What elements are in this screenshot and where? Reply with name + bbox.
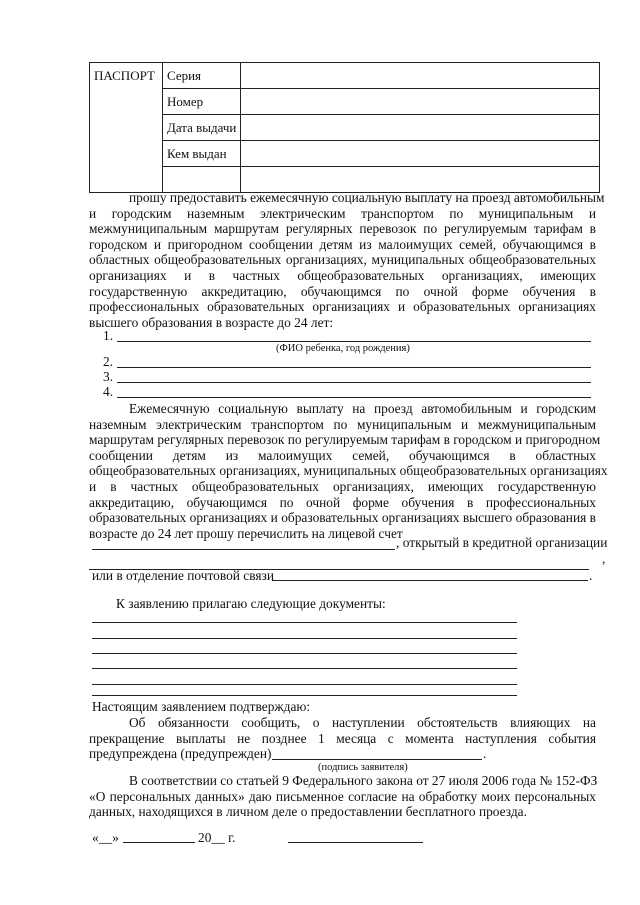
consent-paragraph bbox=[89, 773, 596, 820]
payment-line: маршрутам регулярных перевозок по регулируемым тарифам в городском и пригородном bbox=[89, 432, 601, 448]
post-office-dot: . bbox=[589, 568, 593, 583]
payment-line: наземным электрическим транспортом по муниципальным и межмуниципальным bbox=[89, 416, 596, 432]
child-field-1[interactable] bbox=[117, 341, 591, 342]
date-month-field[interactable] bbox=[123, 842, 195, 843]
consent-line: данных, находящихся в личном деле о предоставлении бесплатного проезда. bbox=[89, 804, 527, 820]
request-line: профессиональных образовательных организациях и образовательных организациях bbox=[89, 299, 596, 315]
warned-text: предупреждена (предупрежден) bbox=[89, 746, 272, 761]
consent-line: В соответствии со статьей 9 Федерального закона от 27 июля 2006 года № 152-ФЗ bbox=[129, 773, 598, 788]
account-number-field[interactable] bbox=[92, 549, 395, 550]
passport-number-label: Номер bbox=[163, 89, 241, 115]
passport-issued-by-field-2[interactable] bbox=[241, 167, 600, 193]
credit-org-text: , открытый в кредитной организации bbox=[396, 535, 608, 550]
child-number-3: 3. bbox=[103, 369, 114, 384]
child-field-3[interactable] bbox=[117, 382, 591, 383]
child-field-2[interactable] bbox=[117, 367, 591, 368]
payment-line: возрасте до 24 лет прошу перечислить на лицевой счет bbox=[89, 525, 403, 541]
child-number-2: 2. bbox=[103, 354, 114, 369]
payment-paragraph bbox=[89, 401, 608, 541]
passport-issued-by-field[interactable] bbox=[241, 141, 600, 167]
date-day: «__» bbox=[92, 830, 119, 845]
warned-dot: . bbox=[483, 746, 487, 761]
post-office-field[interactable] bbox=[272, 580, 588, 581]
consent-line: «О персональных данных» даю письменное согласие на обработку моих персональных bbox=[89, 788, 596, 804]
documents-heading: К заявлению прилагаю следующие документы: bbox=[116, 596, 386, 611]
request-line: межмуниципальным маршрутам регулярных перевозок по регулируемым тарифам в bbox=[89, 221, 596, 237]
passport-series-label: Серия bbox=[163, 63, 241, 89]
document-field-6[interactable] bbox=[92, 695, 517, 696]
request-line: областных общеобразовательных организациях, муниципальных общеобразовательных bbox=[89, 252, 596, 268]
document-field-2[interactable] bbox=[92, 638, 517, 639]
request-line: городском и пригородном сообщении детям из малоимущих семей, обучающимся в bbox=[89, 236, 596, 252]
confirm-line: Об обязанности сообщить, о наступлении обстоятельств влияющих на bbox=[129, 715, 596, 730]
credit-org-comma: , bbox=[602, 551, 606, 566]
confirm-line: прекращение выплаты не позднее 1 месяца с момента наступления события bbox=[89, 730, 596, 746]
payment-line: Ежемесячную социальную выплату на проезд автомобильным и городским bbox=[129, 401, 596, 416]
passport-table bbox=[89, 62, 600, 193]
date-year: 20__ г. bbox=[198, 830, 236, 845]
signature-field[interactable] bbox=[272, 759, 482, 760]
child-number-4: 4. bbox=[103, 384, 114, 399]
document-field-3[interactable] bbox=[92, 653, 517, 654]
confirm-heading: Настоящим заявлением подтверждаю: bbox=[92, 699, 311, 714]
payment-line: сообщении детям из малоимущих семей, обучающимся в областных bbox=[89, 447, 596, 463]
request-line: государственную аккредитацию, обучающимся по очной форме обучения в bbox=[89, 283, 596, 299]
payment-line: и в частных общеобразовательных организациях, имеющих государственную bbox=[89, 478, 596, 494]
post-office-text: или в отделение почтовой связи bbox=[92, 568, 274, 583]
passport-issued-by-label: Кем выдан bbox=[163, 141, 241, 167]
child-caption: (ФИО ребенка, год рождения) bbox=[276, 343, 410, 354]
passport-issue-date-label: Дата выдачи bbox=[163, 115, 241, 141]
final-signature-field[interactable] bbox=[288, 842, 423, 843]
document-field-5[interactable] bbox=[92, 684, 517, 685]
passport-series-field[interactable] bbox=[241, 63, 600, 89]
child-number-1: 1. bbox=[103, 328, 114, 343]
passport-extra-label bbox=[163, 167, 241, 193]
request-paragraph bbox=[89, 190, 605, 330]
document-field-1[interactable] bbox=[92, 622, 517, 623]
request-line: и городским наземным электрическим транспортом по муниципальным и bbox=[89, 205, 596, 221]
request-line: высшего образования в возрасте до 24 лет: bbox=[89, 314, 334, 330]
payment-line: образовательных организациях и образовательных организациях высшего образования в bbox=[89, 510, 596, 526]
signature-caption: (подпись заявителя) bbox=[318, 762, 408, 773]
passport-label: ПАСПОРТ bbox=[90, 63, 163, 193]
passport-issue-date-field[interactable] bbox=[241, 115, 600, 141]
child-field-4[interactable] bbox=[117, 397, 591, 398]
payment-line: аккредитацию, обучающимся по очной форме обучения в профессиональных bbox=[89, 494, 596, 510]
payment-line: общеобразовательных организациях, муниципальных общеобразовательных организациях bbox=[89, 463, 608, 479]
confirm-paragraph bbox=[89, 715, 596, 746]
request-line: прошу предоставить ежемесячную социальную выплату на проезд автомобильным bbox=[129, 190, 605, 205]
request-line: организациях и в частных общеобразовательных организациях, имеющих bbox=[89, 267, 596, 283]
passport-number-field[interactable] bbox=[241, 89, 600, 115]
document-field-4[interactable] bbox=[92, 668, 517, 669]
